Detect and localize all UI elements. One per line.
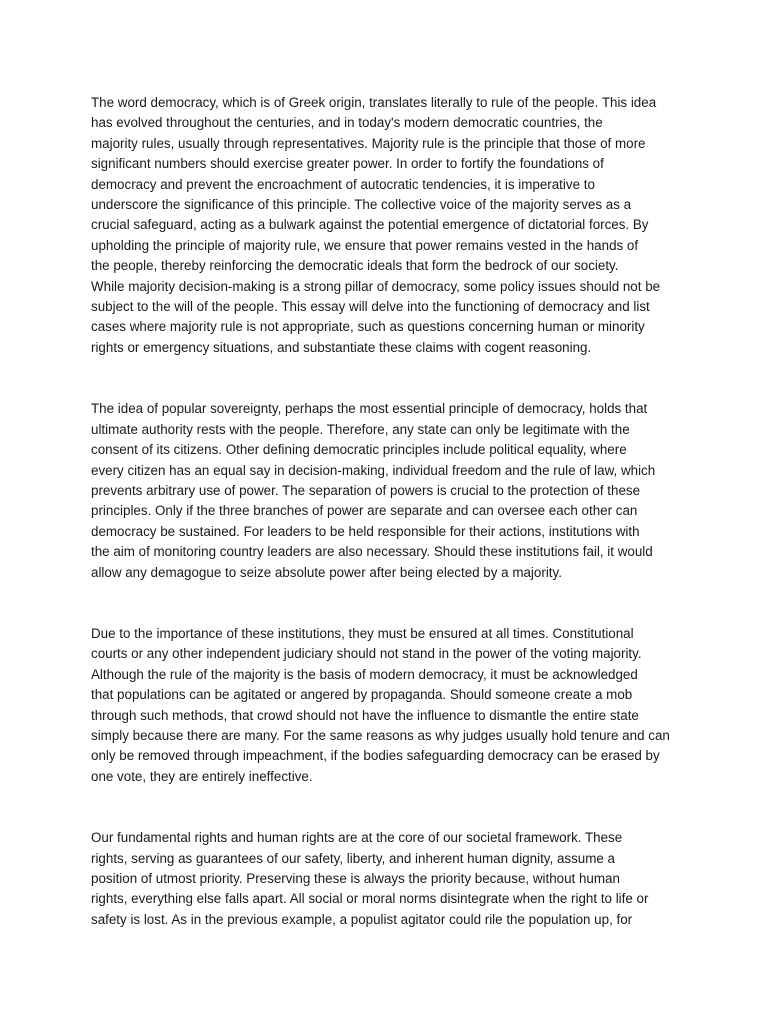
text-line: Due to the importance of these institutions, they must be ensured at all times. Constitutional	[91, 625, 634, 641]
text-line: allow any demagogue to seize absolute power after being elected by a majority.	[91, 564, 562, 580]
text-line: rights, everything else falls apart. All social or moral norms disintegrate when the right to life or	[91, 891, 649, 907]
paragraph-1	[91, 93, 687, 358]
text-line: the aim of monitoring country leaders are also necessary. Should these institutions fail, it would	[91, 544, 653, 560]
paragraph-2	[91, 399, 687, 583]
text-line: consent of its citizens. Other defining democratic principles include political equality, where	[91, 442, 627, 458]
text-line: While majority decision-making is a strong pillar of democracy, some policy issues should not be	[91, 278, 661, 294]
text-line: cases where majority rule is not appropriate, such as questions concerning human or minority	[91, 319, 645, 335]
text-line: only be removed through impeachment, if the bodies safeguarding democracy can be erased by	[91, 748, 660, 764]
text-line: democracy and prevent the encroachment of autocratic tendencies, it is imperative to	[91, 176, 595, 192]
text-line: prevents arbitrary use of power. The separation of powers is crucial to the protection of these	[91, 482, 641, 498]
text-line: rights, serving as guarantees of our safety, liberty, and inherent human dignity, assume a	[91, 850, 616, 866]
text-line: subject to the will of the people. This essay will delve into the functioning of democracy and list	[91, 299, 650, 315]
text-line: principles. Only if the three branches of power are separate and can oversee each other can	[91, 503, 638, 519]
text-line: upholding the principle of majority rule, we ensure that power remains vested in the hands of	[91, 237, 639, 253]
text-line: every citizen has an equal say in decision-making, individual freedom and the rule of law, which	[91, 462, 656, 478]
text-line: Our fundamental rights and human rights are at the core of our societal framework. These	[91, 830, 623, 846]
text-line: courts or any other independent judiciary should not stand in the power of the voting majority.	[91, 646, 642, 662]
text-line: through such methods, that crowd should not have the influence to dismantle the entire state	[91, 707, 639, 723]
text-line: that populations can be agitated or angered by propaganda. Should someone create a mob	[91, 687, 633, 703]
text-line: rights or emergency situations, and substantiate these claims with cogent reasoning.	[91, 339, 592, 355]
text-line: position of utmost priority. Preserving these is always the priority because, without human	[91, 871, 620, 886]
text-line: The word democracy, which is of Greek origin, translates literally to rule of the people. This idea	[91, 95, 657, 110]
text-line: crucial safeguard, acting as a bulwark against the potential emergence of dictatorial forces. By	[91, 217, 649, 233]
text-line: Although the rule of the majority is the basis of modern democracy, it must be acknowledged	[91, 666, 638, 682]
text-line: democracy be sustained. For leaders to be held responsible for their actions, institutions with	[91, 523, 640, 539]
text-line: significant numbers should exercise greater power. In order to fortify the foundations of	[91, 156, 604, 172]
text-line: majority rules, usually through representatives. Majority rule is the principle that those of more	[91, 135, 646, 151]
text-line: underscore the significance of this principle. The collective voice of the majority serves as a	[91, 197, 632, 213]
text-line: safety is lost. As in the previous example, a populist agitator could rile the population up, for	[91, 911, 633, 927]
text-line: simply because there are many. For the same reasons as why judges usually hold tenure and can	[91, 727, 670, 743]
text-line: ultimate authority rests with the people. Therefore, any state can only be legitimate with the	[91, 421, 630, 437]
paragraph-4	[91, 828, 687, 930]
document-body	[91, 93, 687, 971]
paragraph-3	[91, 624, 687, 787]
text-line: The idea of popular sovereignty, perhaps the most essential principle of democracy, holds that	[91, 401, 648, 417]
text-line: the people, thereby reinforcing the democratic ideals that form the bedrock of our society.	[91, 258, 619, 274]
text-line: one vote, they are entirely ineffective.	[91, 768, 313, 784]
text-line: has evolved throughout the centuries, and in today's modern democratic countries, the	[91, 115, 603, 131]
